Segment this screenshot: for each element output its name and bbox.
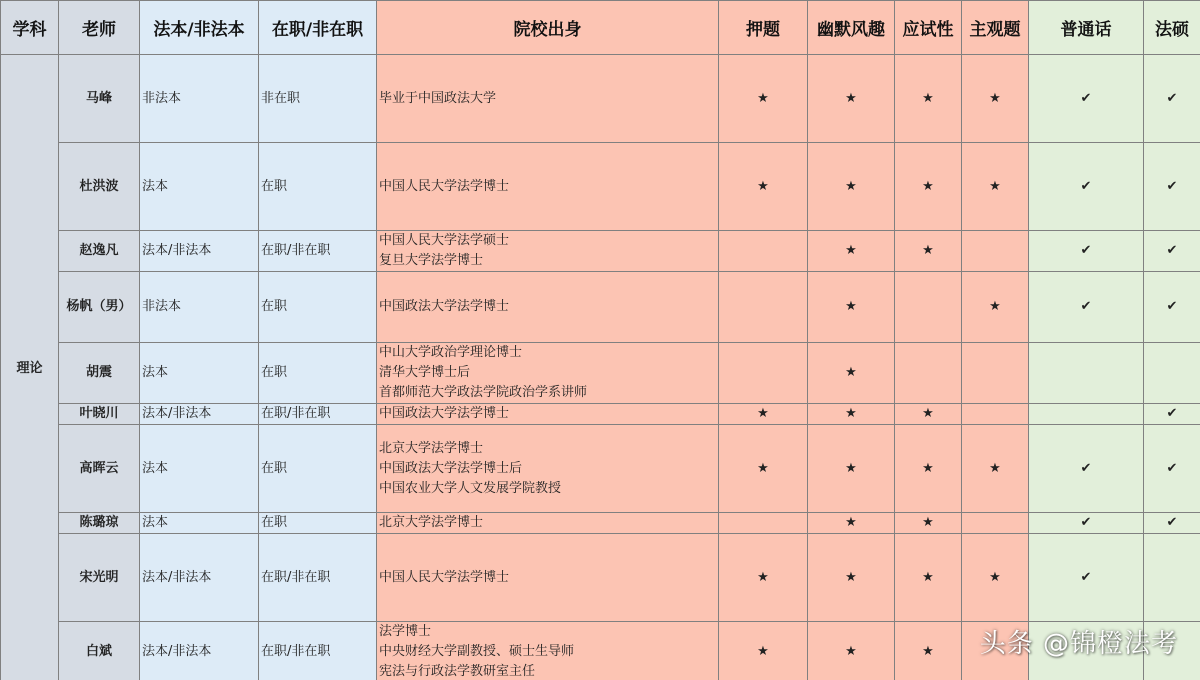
education-cell[interactable] (377, 622, 719, 680)
law-major-cell[interactable]: 法本/非法本 (140, 404, 259, 425)
education-line: 中国人民大学法学硕士 (379, 233, 510, 248)
education-line: 中国政法大学法学博士 (379, 299, 510, 314)
header-employment: 在职/非在职 (259, 1, 377, 55)
education-line: 北京大学法学博士 (379, 440, 484, 456)
subjective-cell[interactable] (962, 404, 1029, 425)
subjective-cell[interactable] (962, 513, 1029, 534)
mandarin-cell[interactable]: ✔ (1029, 143, 1144, 231)
exam-oriented-cell[interactable]: ★ (895, 55, 962, 143)
header-humor: 幽默风趣 (808, 1, 895, 55)
table-row[interactable] (1, 534, 1200, 622)
exam-prediction-cell[interactable]: ★ (719, 425, 808, 513)
law-master-cell[interactable]: ✔ (1144, 404, 1200, 425)
exam-oriented-cell[interactable]: ★ (895, 513, 962, 534)
law-major-cell[interactable]: 法本 (140, 513, 259, 534)
law-major-cell[interactable]: 法本/非法本 (140, 534, 259, 622)
header-education: 院校出身 (377, 1, 719, 55)
humor-cell[interactable]: ★ (808, 231, 895, 272)
law-master-cell[interactable]: ✔ (1144, 231, 1200, 272)
law-master-cell[interactable]: ✔ (1144, 513, 1200, 534)
mandarin-cell[interactable]: ✔ (1029, 55, 1144, 143)
employment-cell[interactable]: 在职 (259, 143, 377, 231)
subjective-cell[interactable]: ★ (962, 143, 1029, 231)
education-line: 中山大学政治学理论博士 (379, 345, 523, 360)
mandarin-cell[interactable]: ✔ (1029, 425, 1144, 513)
humor-cell[interactable]: ★ (808, 513, 895, 534)
education-line: 中央财经大学副教授、硕士生导师 (379, 644, 575, 659)
header-teacher: 老师 (59, 1, 140, 55)
employment-cell[interactable]: 在职 (259, 343, 377, 404)
teacher-name-cell[interactable]: 白斌 (59, 622, 140, 680)
employment-cell[interactable]: 在职/非在职 (259, 534, 377, 622)
table-row[interactable] (1, 425, 1200, 513)
exam-oriented-cell[interactable] (895, 272, 962, 343)
exam-prediction-cell[interactable]: ★ (719, 534, 808, 622)
humor-cell[interactable]: ★ (808, 143, 895, 231)
teacher-name-cell[interactable]: 胡震 (59, 343, 140, 404)
education-line: 中国农业大学人文发展学院教授 (379, 480, 562, 496)
humor-cell[interactable]: ★ (808, 343, 895, 404)
table-row[interactable] (1, 272, 1200, 343)
mandarin-cell[interactable]: ✔ (1029, 231, 1144, 272)
employment-cell[interactable]: 在职 (259, 513, 377, 534)
exam-prediction-cell[interactable]: ★ (719, 404, 808, 425)
subjective-cell[interactable]: ★ (962, 534, 1029, 622)
education-cell[interactable] (377, 513, 719, 534)
law-master-cell[interactable]: ✔ (1144, 272, 1200, 343)
header-law-major: 法本/非法本 (140, 1, 259, 55)
humor-cell[interactable]: ★ (808, 425, 895, 513)
humor-cell[interactable]: ★ (808, 404, 895, 425)
header-exam-prediction: 押题 (719, 1, 808, 55)
law-major-cell[interactable]: 法本/非法本 (140, 231, 259, 272)
education-cell[interactable] (377, 55, 719, 143)
education-cell[interactable] (377, 231, 719, 272)
education-line: 中国人民大学法学博士 (379, 178, 510, 194)
exam-oriented-cell[interactable]: ★ (895, 622, 962, 680)
education-line: 宪法与行政法学教研室主任 (379, 664, 536, 679)
teacher-name-cell[interactable]: 叶晓川 (59, 404, 140, 425)
law-master-cell[interactable]: ✔ (1144, 425, 1200, 513)
exam-oriented-cell[interactable]: ★ (895, 534, 962, 622)
law-major-cell[interactable]: 法本 (140, 143, 259, 231)
exam-prediction-cell[interactable]: ★ (719, 622, 808, 680)
law-major-cell[interactable]: 法本/非法本 (140, 622, 259, 680)
teacher-name-cell[interactable]: 马峰 (59, 55, 140, 143)
employment-cell[interactable]: 在职 (259, 272, 377, 343)
table-row[interactable] (1, 343, 1200, 404)
subjective-cell[interactable] (962, 343, 1029, 404)
table-row[interactable] (1, 231, 1200, 272)
education-cell[interactable] (377, 534, 719, 622)
subjective-cell[interactable]: ★ (962, 272, 1029, 343)
mandarin-cell[interactable] (1029, 343, 1144, 404)
teacher-name-cell[interactable]: 宋光明 (59, 534, 140, 622)
law-master-cell[interactable]: ✔ (1144, 55, 1200, 143)
education-line: 中国人民大学法学博士 (379, 569, 510, 585)
table-body (1, 55, 1200, 680)
mandarin-cell[interactable]: ✔ (1029, 534, 1144, 622)
education-line: 中国政法大学法学博士后 (379, 460, 523, 476)
header-subjective: 主观题 (962, 1, 1029, 55)
exam-prediction-cell[interactable]: ★ (719, 55, 808, 143)
exam-prediction-cell[interactable] (719, 231, 808, 272)
employment-cell[interactable]: 在职 (259, 425, 377, 513)
subject-cell[interactable]: 理论 (1, 55, 59, 680)
education-line: 复旦大学法学博士 (379, 253, 484, 268)
education-line: 法学博士 (379, 624, 432, 639)
law-master-cell[interactable]: ✔ (1144, 143, 1200, 231)
header-law-master: 法硕 (1144, 1, 1200, 55)
watermark: 头条 @锦橙法考 (979, 629, 1178, 659)
employment-cell[interactable]: 在职/非在职 (259, 404, 377, 425)
law-master-cell[interactable] (1144, 343, 1200, 404)
subjective-cell[interactable]: ★ (962, 425, 1029, 513)
table-row[interactable] (1, 513, 1200, 534)
subjective-cell[interactable] (962, 231, 1029, 272)
humor-cell[interactable]: ★ (808, 272, 895, 343)
header-subject: 学科 (1, 1, 59, 55)
humor-cell[interactable]: ★ (808, 534, 895, 622)
employment-cell[interactable]: 在职/非在职 (259, 231, 377, 272)
table-row[interactable] (1, 143, 1200, 231)
education-line: 中国政法大学法学博士 (379, 406, 510, 421)
law-major-cell[interactable]: 非法本 (140, 55, 259, 143)
mandarin-cell[interactable]: ✔ (1029, 513, 1144, 534)
teacher-name-cell[interactable]: 杨帆（男） (59, 272, 140, 343)
header-mandarin: 普通话 (1029, 1, 1144, 55)
education-line: 清华大学博士后 (379, 365, 471, 380)
mandarin-cell[interactable] (1029, 404, 1144, 425)
education-cell[interactable] (377, 272, 719, 343)
header-exam-oriented: 应试性 (895, 1, 962, 55)
table-row[interactable] (1, 55, 1200, 143)
humor-cell[interactable]: ★ (808, 622, 895, 680)
header-row (1, 1, 1200, 55)
exam-oriented-cell[interactable]: ★ (895, 404, 962, 425)
teacher-name-cell[interactable]: 陈璐琼 (59, 513, 140, 534)
education-cell[interactable] (377, 404, 719, 425)
exam-oriented-cell[interactable] (895, 343, 962, 404)
education-cell[interactable] (377, 143, 719, 231)
subjective-cell[interactable]: ★ (962, 55, 1029, 143)
law-major-cell[interactable]: 非法本 (140, 272, 259, 343)
education-line: 首都师范大学政法学院政治学系讲师 (379, 385, 588, 400)
mandarin-cell[interactable]: ✔ (1029, 272, 1144, 343)
law-master-cell[interactable] (1144, 534, 1200, 622)
teacher-name-cell[interactable]: 高晖云 (59, 425, 140, 513)
education-line: 北京大学法学博士 (379, 515, 484, 530)
employment-cell[interactable]: 非在职 (259, 55, 377, 143)
exam-oriented-cell[interactable]: ★ (895, 425, 962, 513)
exam-prediction-cell[interactable]: ★ (719, 143, 808, 231)
exam-oriented-cell[interactable]: ★ (895, 143, 962, 231)
law-major-cell[interactable]: 法本 (140, 425, 259, 513)
employment-cell[interactable]: 在职/非在职 (259, 622, 377, 680)
teacher-name-cell[interactable]: 杜洪波 (59, 143, 140, 231)
table-row[interactable] (1, 404, 1200, 425)
education-cell[interactable] (377, 425, 719, 513)
teacher-name-cell[interactable]: 赵逸凡 (59, 231, 140, 272)
exam-prediction-cell[interactable] (719, 343, 808, 404)
exam-prediction-cell[interactable] (719, 513, 808, 534)
exam-prediction-cell[interactable] (719, 272, 808, 343)
education-cell[interactable] (377, 343, 719, 404)
education-line: 毕业于中国政法大学 (379, 90, 497, 106)
humor-cell[interactable]: ★ (808, 55, 895, 143)
exam-oriented-cell[interactable]: ★ (895, 231, 962, 272)
law-major-cell[interactable]: 法本 (140, 343, 259, 404)
